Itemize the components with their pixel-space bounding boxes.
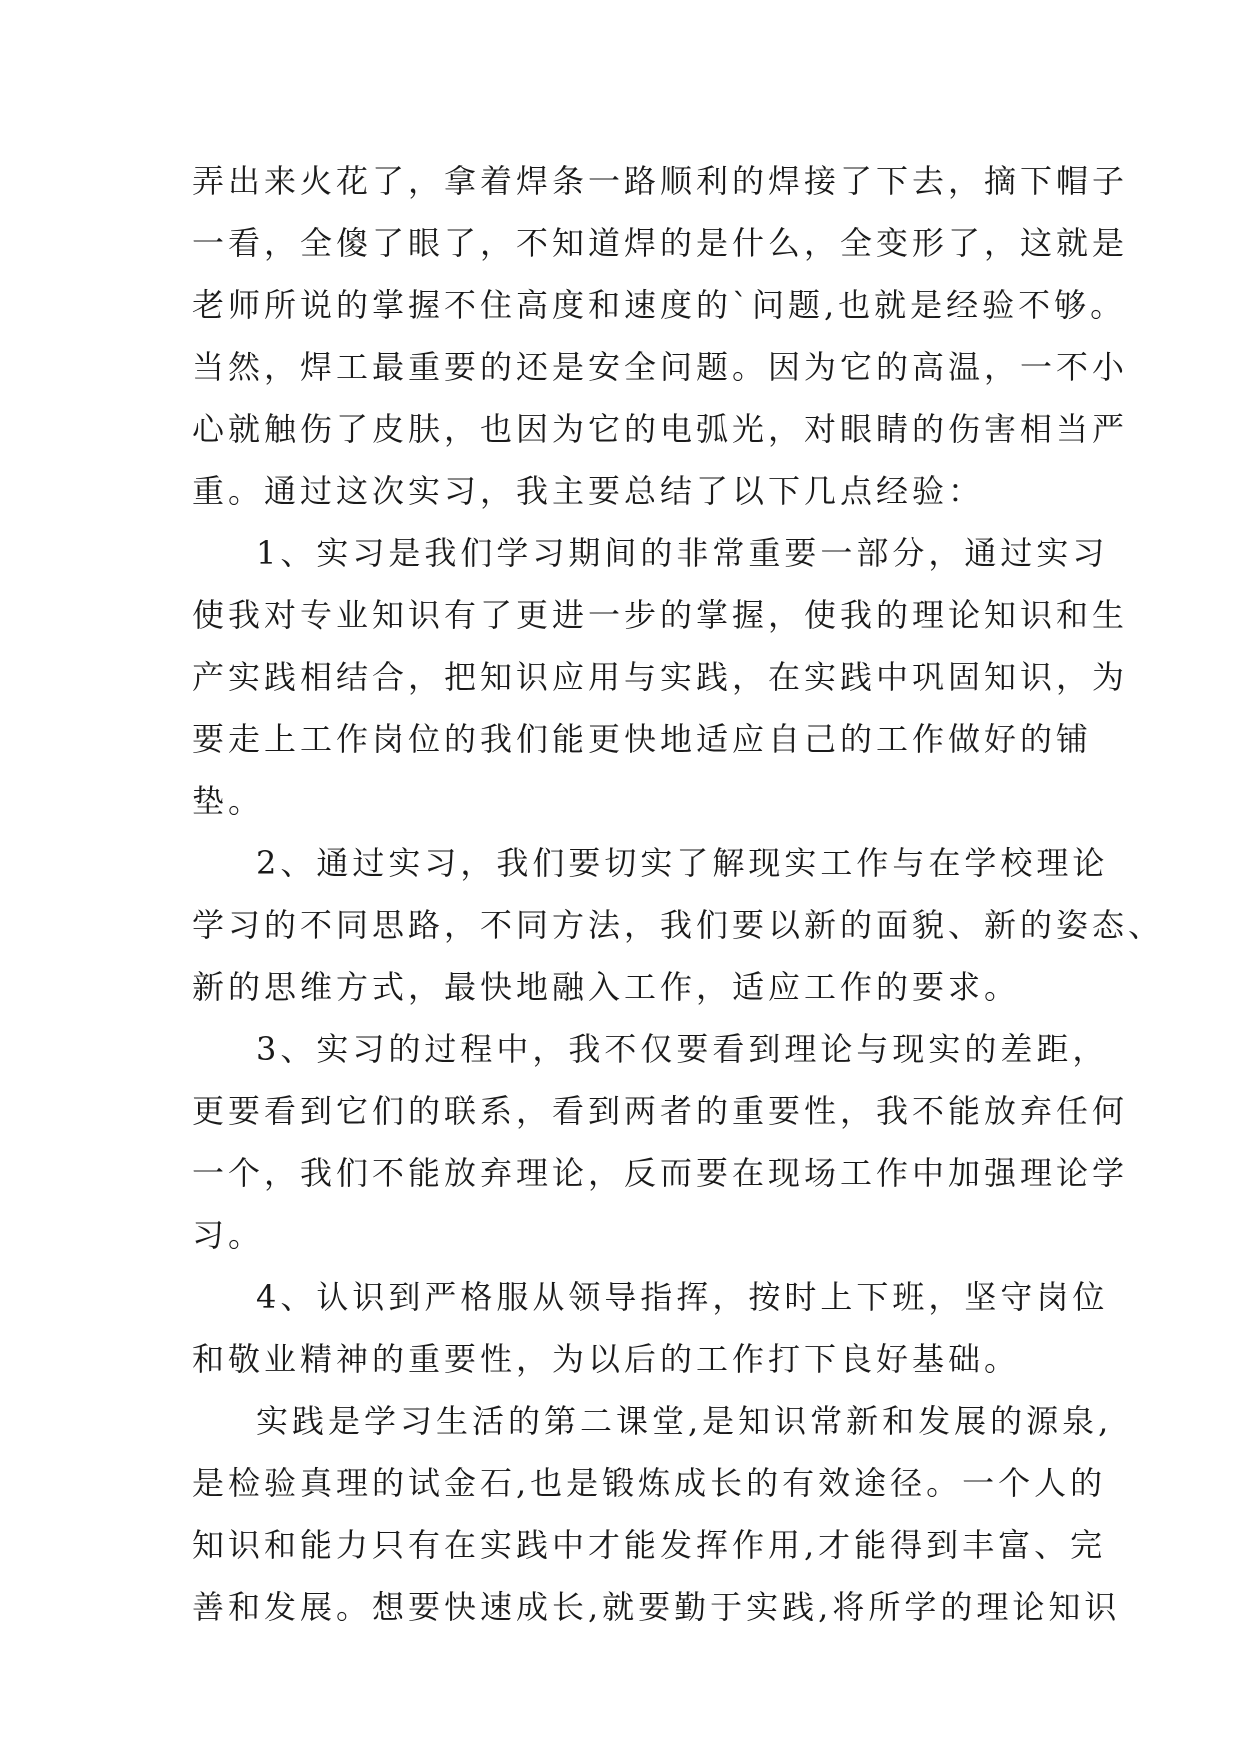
text-line: 是检验真理的试金石,也是锻炼成长的有效途径。一个人的: [192, 1464, 1107, 1502]
text-line: 4、认识到严格服从领导指挥，按时上下班，坚守岗位: [256, 1278, 1109, 1316]
text-line: 当然，焊工最重要的还是安全问题。因为它的高温，一不小: [192, 348, 1129, 386]
text-line: 要走上工作岗位的我们能更快地适应自己的工作做好的铺: [192, 720, 1093, 758]
text-line: 垫。: [192, 782, 265, 820]
text-line: 重。通过这次实习，我主要总结了以下几点经验：: [192, 472, 985, 510]
text-line: 和敬业精神的重要性，为以后的工作打下良好基础。: [192, 1340, 1021, 1378]
text-line: 新的思维方式，最快地融入工作，适应工作的要求。: [192, 968, 1021, 1006]
text-line: 老师所说的掌握不住高度和速度的`问题,也就是经验不够。: [192, 286, 1127, 324]
text-line: 1、实习是我们学习期间的非常重要一部分，通过实习: [256, 534, 1109, 572]
text-line: 习。: [192, 1216, 265, 1254]
text-line: 心就触伤了皮肤，也因为它的电弧光，对眼睛的伤害相当严: [192, 410, 1129, 448]
text-line: 善和发展。想要快速成长,就要勤于实践,将所学的理论知识: [192, 1588, 1121, 1626]
text-line: 学习的不同思路，不同方法，我们要以新的面貌、新的姿态、: [192, 906, 1165, 944]
text-line: 2、通过实习，我们要切实了解现实工作与在学校理论: [256, 844, 1109, 882]
text-line: 实践是学习生活的第二课堂,是知识常新和发展的源泉,: [256, 1402, 1113, 1440]
text-line: 知识和能力只有在实践中才能发挥作用,才能得到丰富、完: [192, 1526, 1107, 1564]
text-line: 一看，全傻了眼了，不知道焊的是什么，全变形了，这就是: [192, 224, 1129, 262]
text-line: 产实践相结合，把知识应用与实践，在实践中巩固知识，为: [192, 658, 1129, 696]
text-line: 弄出来火花了，拿着焊条一路顺利的焊接了下去，摘下帽子: [192, 162, 1129, 200]
text-line: 3、实习的过程中，我不仅要看到理论与现实的差距，: [256, 1030, 1109, 1068]
text-line: 一个，我们不能放弃理论，反而要在现场工作中加强理论学: [192, 1154, 1129, 1192]
text-line: 更要看到它们的联系，看到两者的重要性，我不能放弃任何: [192, 1092, 1129, 1130]
body-text: [192, 150, 1165, 1638]
text-line: 使我对专业知识有了更进一步的掌握，使我的理论知识和生: [192, 596, 1129, 634]
